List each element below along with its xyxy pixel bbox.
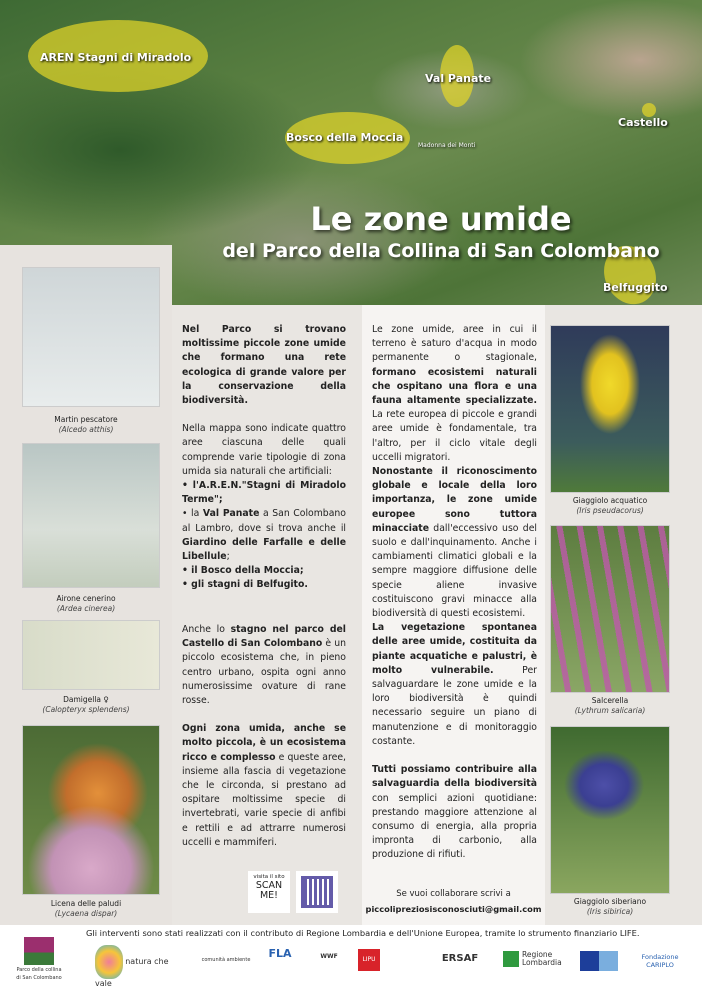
map-label: Madonna dei Monti (418, 142, 476, 149)
logo-text: natura che vale (95, 957, 169, 988)
species-name: Airone cenerino (56, 594, 116, 603)
logo-cariplo: Fondazione CARIPLO (641, 953, 679, 969)
photo-yellow-iris (550, 325, 670, 493)
photo-purple-loosestrife (550, 525, 670, 693)
contact-label: Se vuoi collaborare scrivi a (396, 889, 511, 899)
photo-heron (22, 443, 160, 588)
area-item: • la (182, 508, 203, 520)
photo-butterfly (22, 725, 160, 895)
map-label: Bosco della Moccia (286, 131, 404, 144)
species-latin: (Alcedo atthis) (58, 425, 114, 434)
map-label: Val Panate (425, 72, 492, 85)
regione-icon (503, 951, 519, 967)
logo-text: Regione Lombardia (522, 950, 562, 967)
logo-ersaf: ERSAF (441, 953, 479, 964)
wetlands-paragraph: La rete europea di piccole e grandi aree umide è fondamentale, tra l'altro, per il ciclo vitale degli uccelli migratori. (372, 409, 537, 463)
left-species-column (0, 245, 172, 925)
species-name: Salcerella (591, 696, 629, 705)
logo-fla: FLA (268, 947, 292, 960)
species-name: Giaggiolo siberiano (573, 897, 647, 906)
qr-visit-label: visita il sito (253, 874, 285, 880)
intro-paragraph: Nel Parco si trovano moltissime piccole zone umide che formano una rete ecologica di grande valore per la conservazione della biodiversità. (182, 324, 346, 407)
caption (0, 695, 172, 715)
qr-code-icon (301, 876, 333, 908)
area-item: • gli stagni di Belfugito. (182, 579, 308, 591)
right-species-column (545, 305, 702, 925)
action-paragraph: con semplici azioni quotidiane: prestando maggiore attenzione al consumo di energia, alla propria impronta di carbonio, alla produzione di rifiuti. (372, 792, 537, 861)
area-item: Giardino delle Farfalle e delle Libellule (182, 536, 346, 563)
species-latin: (Calopteryx splendens) (42, 705, 130, 714)
threats-paragraph: Nonostante il riconoscimento globale e locale della loro importanza, le zone umide europee sono tuttora minacciate (372, 466, 537, 534)
page-subtitle: del Parco della Collina di San Colombano (222, 240, 660, 262)
caption (545, 496, 675, 516)
species-latin: (Iris sibirica) (586, 907, 634, 916)
area-item: Val Panate (202, 508, 260, 520)
funding-credit: Gli interventi sono stati realizzati con il contributo di Regione Lombardia e dell'Unione Europea, tramite lo strumento finanziario LIFE. (86, 928, 640, 938)
logo-wwf: WWF (320, 953, 338, 960)
threats-paragraph: dall'eccessivo uso del suolo e dall'inquinamento. Anche i cambiamenti climatici globali e la sempre maggiore diffusione delle specie aliene invasive costituiscono gravi minacce alla biodiversità di questi ecosistemi. (372, 522, 537, 620)
logo-comunita-ambiente: comunità ambiente (201, 957, 251, 963)
parco-logo-icon (24, 937, 54, 965)
map-label: AREN Stagni di Miradolo (40, 51, 192, 64)
caption (0, 594, 172, 614)
wetlands-paragraph: Le zone umide, aree in cui il terreno è saturo d'acqua in modo permanente o stagionale, (372, 324, 537, 364)
caption (0, 415, 172, 435)
photo-kingfisher (22, 267, 160, 407)
map-label: Belfuggito (603, 281, 668, 294)
right-text-column (362, 305, 545, 925)
caption (545, 897, 675, 917)
species-name: Licena delle paludi (50, 899, 122, 908)
area-item: a San Colombano al Lambro, dove si trova anche il (182, 508, 346, 534)
action-paragraph: Tutti possiamo contribuire alla salvaguardia della biodiversità (372, 764, 537, 790)
castle-paragraph: stagno nel parco del Castello di San Colombano (182, 624, 346, 650)
caption (545, 696, 675, 716)
middle-text-column: Nel Parco si trovano moltissime piccole zone umide che formano una rete ecologica di grande valore per la conservazione della biodiversità. Nella mappa sono indicate quattro aree ciascuna delle quali comprende varie tipologie di zona umida sia naturali che artificiali: • l'A.R.E.N."Stagni di Miradolo Terme"; • la Val Panate a San Colombano al Lambro, dove si trova anche il Giardino delle Farfalle e delle Libellule; • il Bosco della Moccia; • gli stagni di Belfugito. Anche lo stagno nel parco del Castello di San Colombano è un piccolo ecosistema che, in pieno centro urbano, ospita ogni anno numerosissime ovature di rane rosse. Ogni zona umida, anche se molto piccola, è un ecosistema ricco e complesso e queste aree, insieme alla fascia di vegetazione che le circonda, si prestano ad ospitare moltissime specie di invertebrati, varie specie di anfibi e rettili e ad attrarre numerosi uccelli e mammiferi. visita il sito SCAN ME! (172, 305, 362, 925)
logo-natura-che-vale (95, 945, 170, 988)
species-latin: (Lycaena dispar) (54, 909, 118, 918)
area-item: • il Bosco della Moccia; (182, 565, 304, 577)
footer (0, 925, 702, 1000)
logo-lipu: LIPU (358, 949, 380, 971)
natura-logo-icon (95, 945, 123, 979)
areas-intro: Nella mappa sono indicate quattro aree ciascuna delle quali comprende varie tipologie di zona umida sia naturali che artificiali: (182, 423, 346, 477)
caption (0, 899, 172, 919)
area-item: • l'A.R.E.N."Stagni di Miradolo Terme"; (182, 480, 346, 506)
logo-text: Parco della collina di San Colombano (16, 967, 62, 981)
qr-code[interactable] (296, 871, 338, 913)
ecosystem-paragraph: e queste aree, insieme alla fascia di vegetazione che le circonda, si prestano ad ospitare moltissime specie di invertebrati, varie specie di anfibi e rettili e ad attrarre numerosi uccelli e mammiferi. (182, 751, 346, 848)
logo-eu-life (580, 951, 618, 971)
castle-paragraph: Anche lo (182, 624, 231, 635)
species-latin: (Lythrum salicaria) (574, 706, 646, 715)
ecosystem-paragraph: Ogni zona umida, anche se molto piccola, è un ecosistema ricco e complesso (182, 723, 346, 763)
contact-email-link[interactable]: piccolipreziosisconosciuti@gmail.com (365, 904, 542, 914)
map-label: Castello (618, 116, 668, 129)
page-title: Le zone umide (310, 200, 572, 238)
castle-paragraph: è un piccolo ecosistema che, in pieno centro urbano, ospita ogni anno numerosissime ovature di rane rosse. (182, 638, 347, 707)
species-name: Martin pescatore (54, 415, 118, 424)
wetlands-paragraph: formano ecosistemi naturali che ospitano una flora e una fauna altamente specializzate. (372, 366, 537, 407)
species-name: Damigella ♀ (63, 695, 109, 704)
logo-regione-lombardia (503, 951, 565, 967)
vegetation-paragraph: Per salvaguardare le zone umide e la loro biodiversità è quindi necessario seguire un piano di manutenzione e di monitoraggio costante. (372, 664, 537, 747)
vegetation-paragraph: La vegetazione spontanea delle aree umide, costituita da piante acquatiche e palustri, è molto vulnerabile. (372, 622, 537, 676)
species-latin: (Ardea cinerea) (56, 604, 116, 613)
scan-me-box[interactable] (248, 871, 290, 913)
zone-castello (642, 103, 656, 117)
species-name: Giaggiolo acquatico (572, 496, 648, 505)
photo-siberian-iris (550, 726, 670, 894)
logo-parco (14, 937, 64, 981)
qr-scan-label: SCAN ME! (255, 880, 283, 901)
species-latin: (Iris pseudacorus) (576, 506, 644, 515)
photo-damselfly (22, 620, 160, 690)
